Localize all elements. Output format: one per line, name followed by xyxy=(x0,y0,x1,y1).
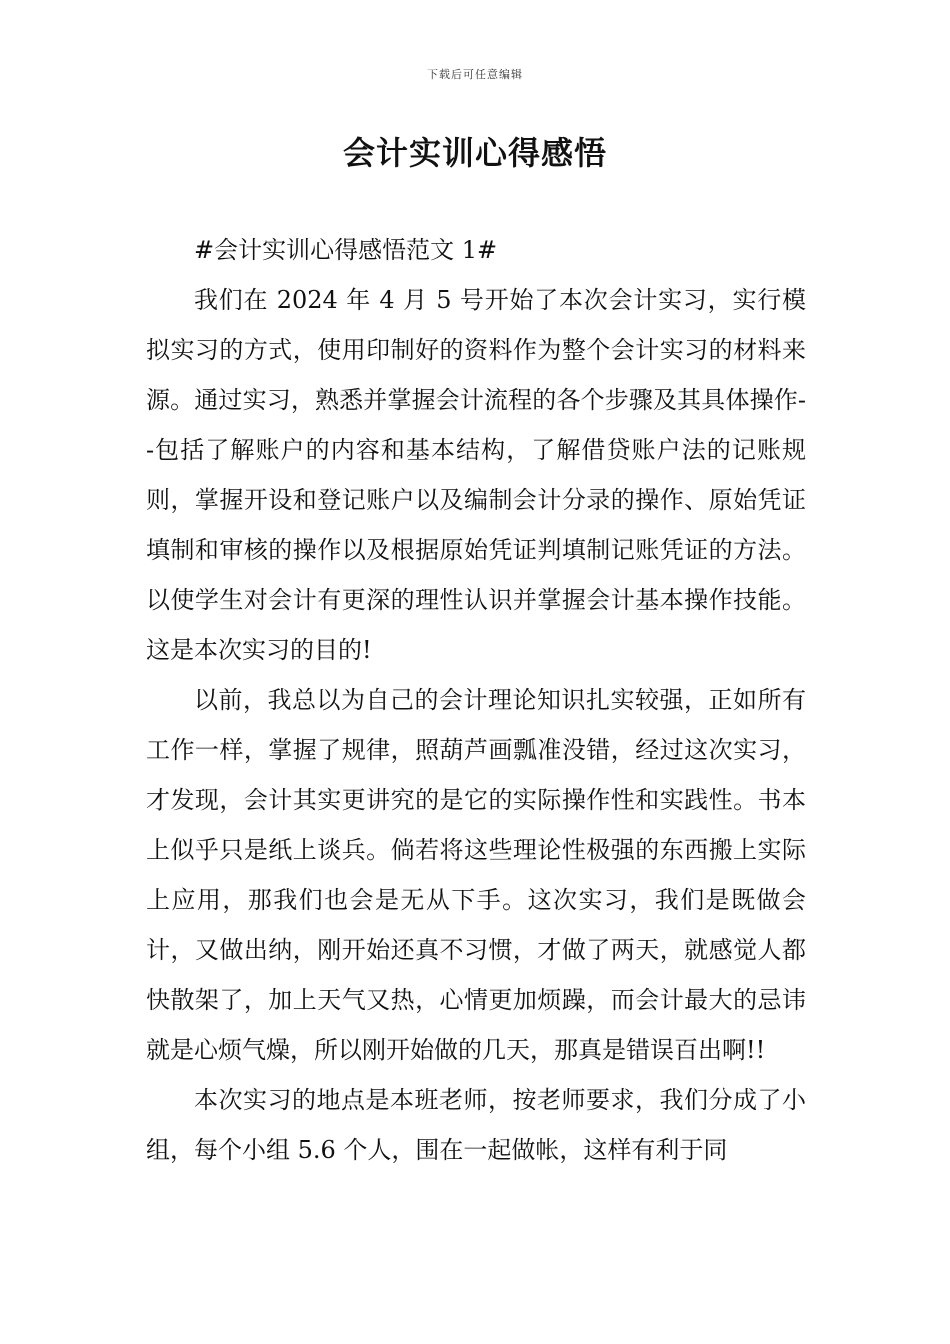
document-subtitle: #会计实训心得感悟范文 1# xyxy=(194,236,498,264)
paragraph-2: 以前，我总以为自己的会计理论知识扎实较强，正如所有工作一样，掌握了规律，照葫芦画瓢准没错，经过这次实习，才发现，会计其实更讲究的是它的实际操作性和实践性。书本上似乎只是纸上谈兵。倘若将这些理论性极强的东西搬上实际上应用，那我们也会是无从下手。这次实习，我们是既做会计，又做出纳，刚开始还真不习惯，才做了两天，就感觉人都快散架了，加上天气又热，心情更加烦躁，而会计最大的忌讳就是心烦气燥，所以刚开始做的几天，那真是错误百出啊!! xyxy=(146,686,806,1064)
document-body xyxy=(146,225,806,1175)
paragraph-1: 我们在 2024 年 4 月 5 号开始了本次会计实习，实行模拟实习的方式，使用印制好的资料作为整个会计实习的材料来源。通过实习，熟悉并掌握会计流程的各个步骤及其具体操作--包括了解账户的内容和基本结构，了解借贷账户法的记账规则，掌握开设和登记账户以及编制会计分录的操作、原始凭证填制和审核的操作以及根据原始凭证判填制记账凭证的方法。以使学生对会计有更深的理性认识并掌握会计基本操作技能。这是本次实习的目的! xyxy=(146,286,806,664)
header-note: 下载后可任意编辑 xyxy=(427,68,523,81)
paragraph-3: 本次实习的地点是本班老师，按老师要求，我们分成了小组，每个小组 5.6 个人，围在一起做帐，这样有利于同 xyxy=(146,1086,806,1164)
document-title: 会计实训心得感悟 xyxy=(342,134,607,172)
